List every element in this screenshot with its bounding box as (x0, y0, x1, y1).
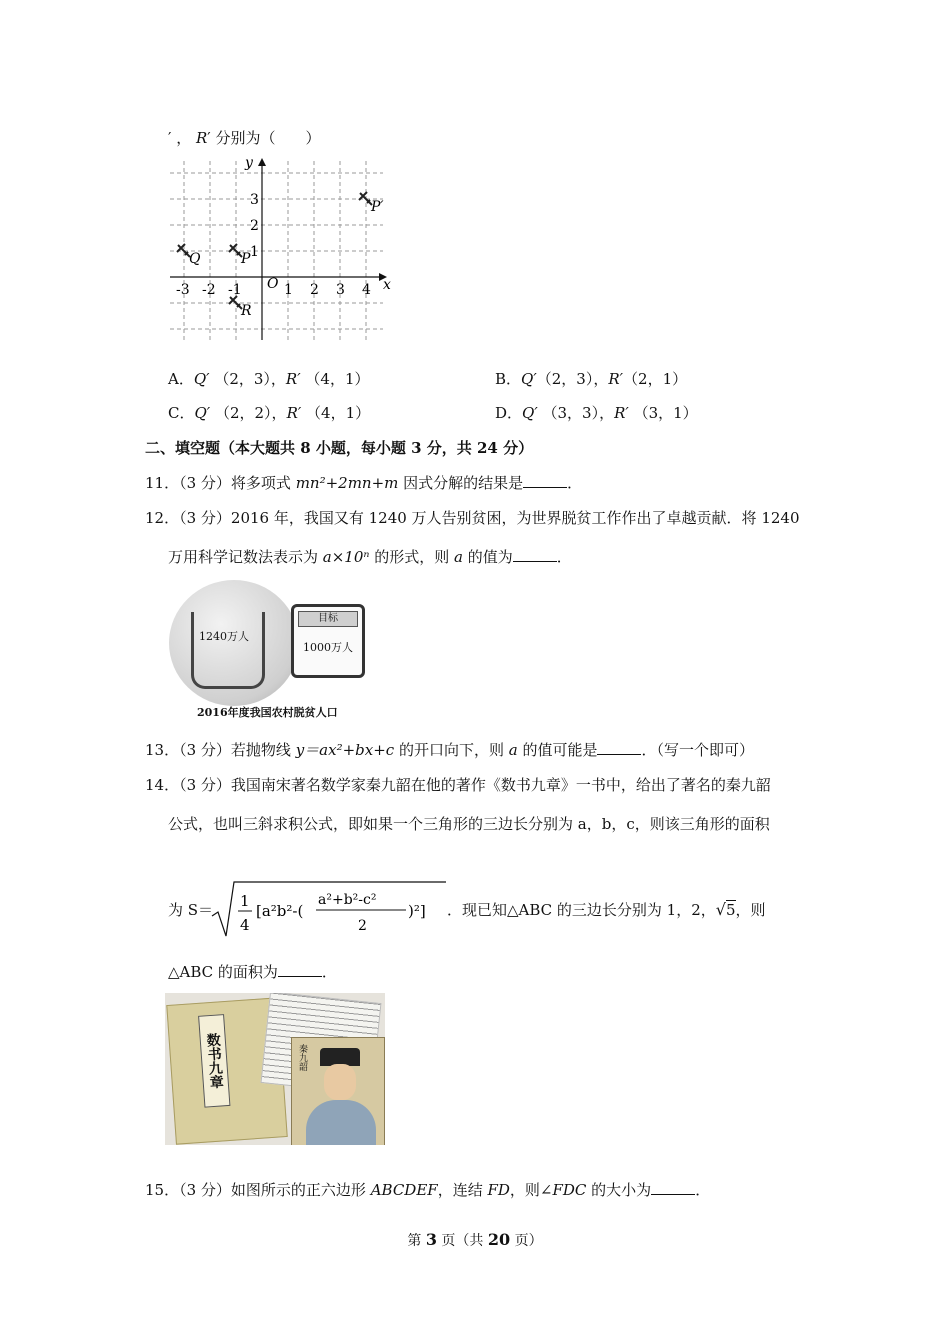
portrait-caption: 秦九韶 (297, 1044, 307, 1071)
y-axis-arrow (258, 158, 266, 166)
target-box (291, 604, 365, 678)
prime-mark: ′ (168, 129, 172, 147)
origin-label: O (267, 276, 279, 292)
question-13: 13．（3 分）若抛物线 y＝ax²+bx+c 的开口向下，则 a 的值可能是 ．（写一个即可） (145, 741, 754, 759)
question-10-tail: ′ ， R′ 分别为（ ） (168, 129, 321, 147)
population-label: 1240万人 (199, 630, 249, 643)
image-caption: 2016年度我国农村脱贫人口 (197, 706, 338, 719)
option-b[interactable]: B．Q′（2，3），R′（2，1） (495, 370, 688, 388)
y-axis-label: y (245, 155, 253, 171)
x-tick-label: 4 (362, 282, 371, 298)
question-12-line1: 12．（3 分）2016 年，我国又有 1240 万人告别贫困，为世界脱贫工作作出了卓越贡献．将 1240 (145, 509, 800, 527)
qin-jiushao-formula (210, 878, 450, 940)
page-footer: 第 3 页（共 20 页） (407, 1230, 543, 1249)
question-14-line4: △ABC 的面积为 ． (168, 963, 337, 981)
x-axis-label: x (383, 277, 391, 293)
point-label: P (241, 251, 251, 267)
page-total: 20 (487, 1230, 511, 1249)
svg-text:a²+b²-c²: a²+b²-c² (318, 892, 377, 908)
option-a[interactable]: A．Q′ （2，3），R′ （4，1） (168, 370, 370, 388)
x-tick-label: -1 (228, 282, 242, 298)
svg-text:2: 2 (358, 918, 367, 934)
question-11: 11．（3 分）将多项式 mn²+2mn+m 因式分解的结果是 ． (145, 474, 583, 492)
y-tick-label: 3 (250, 192, 259, 208)
x-tick-label: 2 (310, 282, 319, 298)
question-14-line3: ．现已知△ABC 的三边长分别为 1，2，√5，则 (447, 900, 766, 919)
question-14-line2: 公式，也叫三斜求积公式，即如果一个三角形的三边长分别为 a，b，c，则该三角形的面积 (168, 815, 770, 833)
container-shape (191, 612, 265, 689)
target-title: 目标 (298, 611, 358, 627)
question-14-line1: 14．（3 分）我国南宋著名数学家秦九韶在他的著作《数书九章》一书中，给出了著名的秦九韶 (145, 776, 771, 794)
portrait-face (324, 1064, 356, 1100)
x-tick-label: -2 (202, 282, 216, 298)
y-tick-label: 1 (250, 244, 259, 260)
target-value: 1000万人 (303, 641, 353, 654)
point-label: P′ (371, 199, 384, 215)
answer-blank[interactable] (651, 1180, 695, 1195)
section-heading: 二、填空题（本大题共 8 小题，每小题 3 分，共 24 分） (145, 439, 534, 457)
point-label: R (241, 303, 252, 319)
svg-text:)²]: )²] (408, 902, 426, 920)
x-tick-label: -3 (176, 282, 190, 298)
answer-blank[interactable] (597, 740, 641, 755)
y-tick-label: 2 (250, 218, 259, 234)
option-d[interactable]: D．Q′ （3，3），R′ （3，1） (495, 404, 698, 422)
answer-blank[interactable] (523, 473, 567, 488)
page-number: 3 (425, 1230, 437, 1249)
question-15: 15．（3 分）如图所示的正六边形 ABCDEF，连结 FD，则∠FDC 的大小为 ． (145, 1181, 711, 1199)
x-tick-label: 1 (284, 282, 293, 298)
sqrt-5: √5 (715, 900, 736, 919)
portrait-robe (306, 1100, 376, 1145)
svg-text:1: 1 (240, 892, 250, 910)
point-label: Q (189, 251, 201, 267)
x-tick-label: 3 (336, 282, 345, 298)
svg-text:[a²b²-(: [a²b²-( (256, 902, 304, 920)
coordinate-grid-figure (165, 155, 395, 345)
svg-text:4: 4 (240, 916, 250, 934)
formula-prefix: 为 S＝ (168, 901, 214, 919)
question-12-line2: 万用科学记数法表示为 a×10ⁿ 的形式，则 a 的值为 ． (168, 548, 572, 566)
answer-blank[interactable] (278, 962, 322, 977)
book-title: 数书九章 (198, 1014, 230, 1108)
portrait (291, 1037, 385, 1145)
shushu-jiuzhang-image (165, 993, 385, 1145)
answer-blank[interactable] (513, 547, 557, 562)
poverty-image (165, 580, 365, 720)
option-c[interactable]: C．Q′ （2，2），R′ （4，1） (168, 404, 371, 422)
